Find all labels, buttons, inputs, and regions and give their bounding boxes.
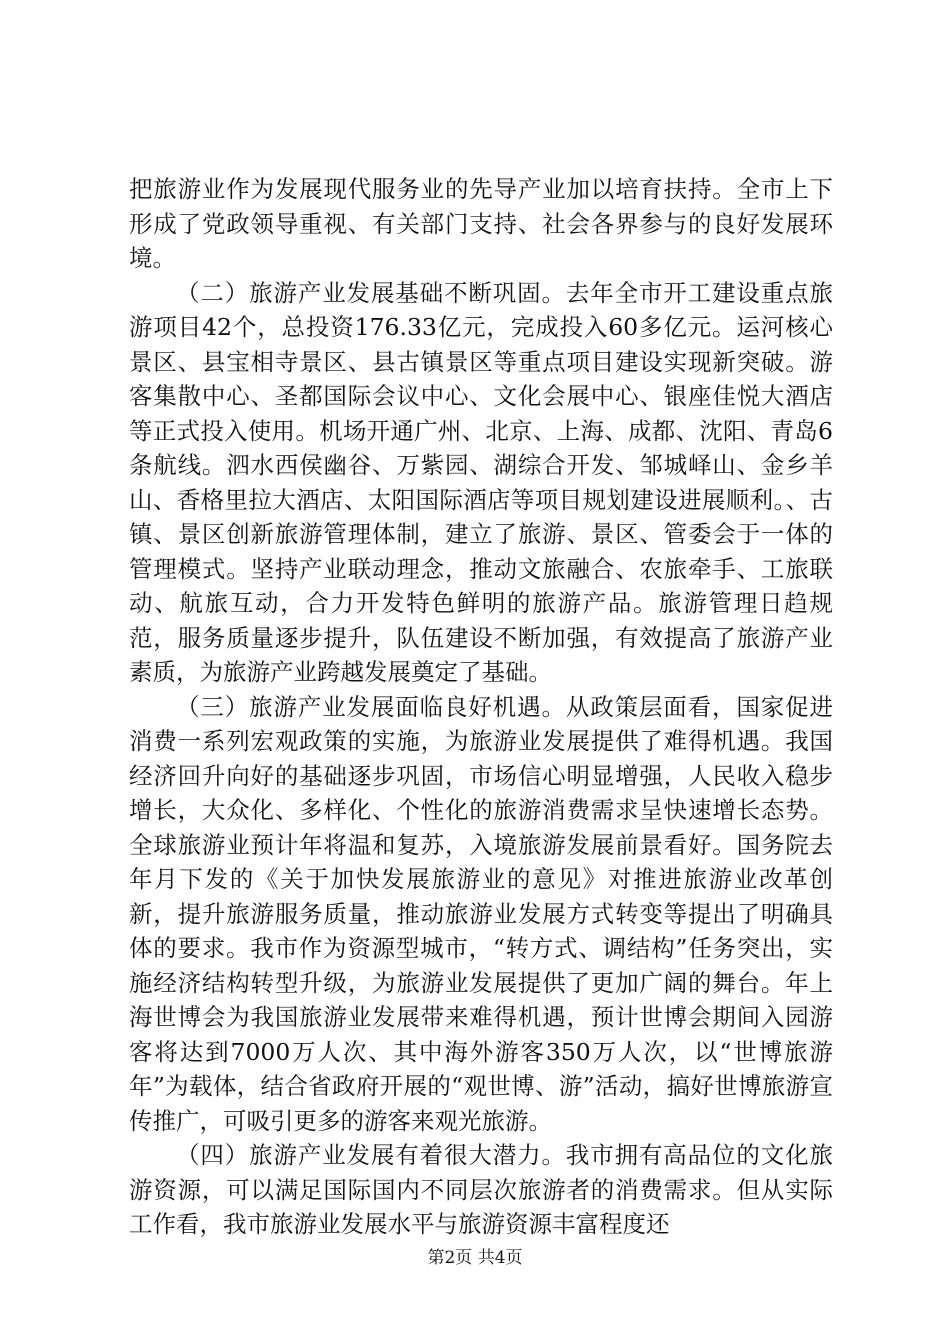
paragraph-intro-continued: 把旅游业作为发展现代服务业的先导产业加以培育扶持。全市上下形成了党政领导重视、有关部门支持、社会各界参与的良好发展环境。: [129, 175, 833, 272]
paragraph-section-2: （二）旅游产业发展基础不断巩固。去年全市开工建设重点旅游项目42个，总投资176.33亿元，完成投入60多亿元。运河核心景区、县宝相寺景区、县古镇景区等重点项目建设实现新突破。游客集散中心、圣都国际会议中心、文化会展中心、银座佳悦大酒店等正式投入使用。机场开通广州、北京、上海、成都、沈阳、青岛6条航线。泗水西侯幽谷、万紫园、湖综合开发、邹城峄山、金乡羊山、香格里拉大酒店、太阳国际酒店等项目规划建设进展顺利。、古镇、景区创新旅游管理体制，建立了旅游、景区、管委会于一体的管理模式。坚持产业联动理念，推动文旅融合、农旅牵手、工旅联动、航旅互动，合力开发特色鲜明的旅游产品。旅游管理日趋规范，服务质量逐步提升，队伍建设不断加强，有效提高了旅游产业素质，为旅游产业跨越发展奠定了基础。: [129, 278, 833, 686]
paragraph-section-4: （四）旅游产业发展有着很大潜力。我市拥有高品位的文化旅游资源，可以满足国际国内不同层次旅游者的消费需求。但从实际工作看，我市旅游业发展水平与旅游资源丰富程度还: [129, 1141, 833, 1238]
paragraph-section-3: （三）旅游产业发展面临良好机遇。从政策层面看，国家促进消费一系列宏观政策的实施，为旅游业发展提供了难得机遇。我国经济回升向好的基础逐步巩固，市场信心明显增强，人民收入稳步增长，大众化、多样化、个性化的旅游消费需求呈快速增长态势。全球旅游业预计年将温和复苏，入境旅游发展前景看好。国务院去年月下发的《关于加快发展旅游业的意见》对推进旅游业改革创新，提升旅游服务质量，推动旅游业发展方式转变等提出了明确具体的要求。我市作为资源型城市，“转方式、调结构”任务突出，实施经济结构转型升级，为旅游业发展提供了更加广阔的舞台。年上海世博会为我国旅游业发展带来难得机遇，预计世博会期间入园游客将达到7000万人次、其中海外游客350万人次，以“世博旅游年”为载体，结合省政府开展的“观世博、游”活动，搞好世博旅游宣传推广，可吸引更多的游客来观光旅游。: [129, 692, 833, 1135]
page-number-footer: 第2页 共4页: [427, 1248, 523, 1268]
document-body: [129, 172, 833, 1242]
